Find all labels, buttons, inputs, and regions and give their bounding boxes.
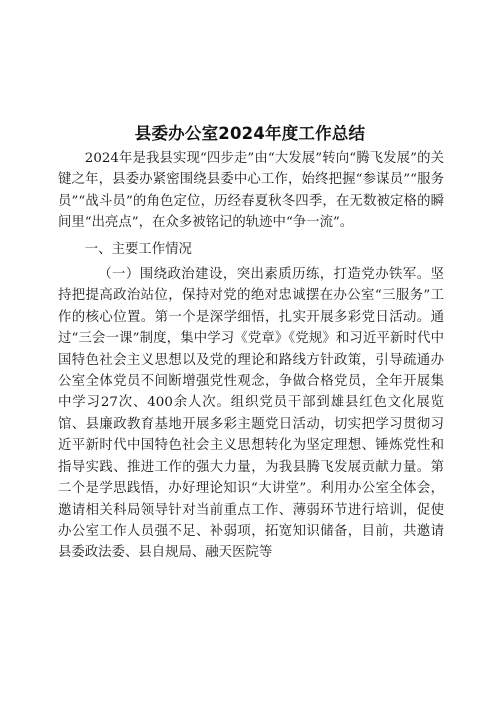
document-body: [58, 148, 444, 564]
section-heading: 一、主要工作情况: [84, 241, 192, 257]
document-title: 县委办公室2024年度工作总结: [134, 124, 366, 143]
body-paragraph: （一）围绕政治建设，突出素质历练，打造党办铁军。坚持把提高政治站位，保持对党的绝对忠诚摆在办公室“三服务”工作的核心位置。第一个是深学细悟，扎实开展多彩党日活动。通过“三会一课”制度，集中学习《党章》《党规》和习近平新时代中国特色社会主义思想以及党的理论和路线方针政策，引导疏通办公室全体党员不间断增强党性观念，争做合格党员，全年开展集中学习27次、400余人次。组织党员干部到雄县红色文化展览馆、县廉政教育基地开展多彩主题党日活动，切实把学习贯彻习近平新时代中国特色社会主义思想转化为坚定理想、锤炼党性和指导实践、推进工作的强大力量，为我县腾飞发展贡献力量。第二个是学思践悟，办好理论知识“大讲堂”。利用办公室全体会，邀请相关科局领导针对当前重点工作、薄弱环节进行培训，促使办公室工作人员强不足、补弱项，拓宽知识储备，目前，共邀请县委政法委、县自规局、融天医院等: [58, 267, 444, 561]
intro-paragraph: 2024年是我县实现“四步走”由“大发展”转向“腾飞发展”的关键之年，县委办紧密围绕县委中心工作，始终把握“参谋员”“服务员”“战斗员”的角色定位，历经春夏秋冬四季，在无数被定格的瞬间里“出亮点”，在众多被铭记的轨迹中“争一流”。: [58, 151, 444, 231]
